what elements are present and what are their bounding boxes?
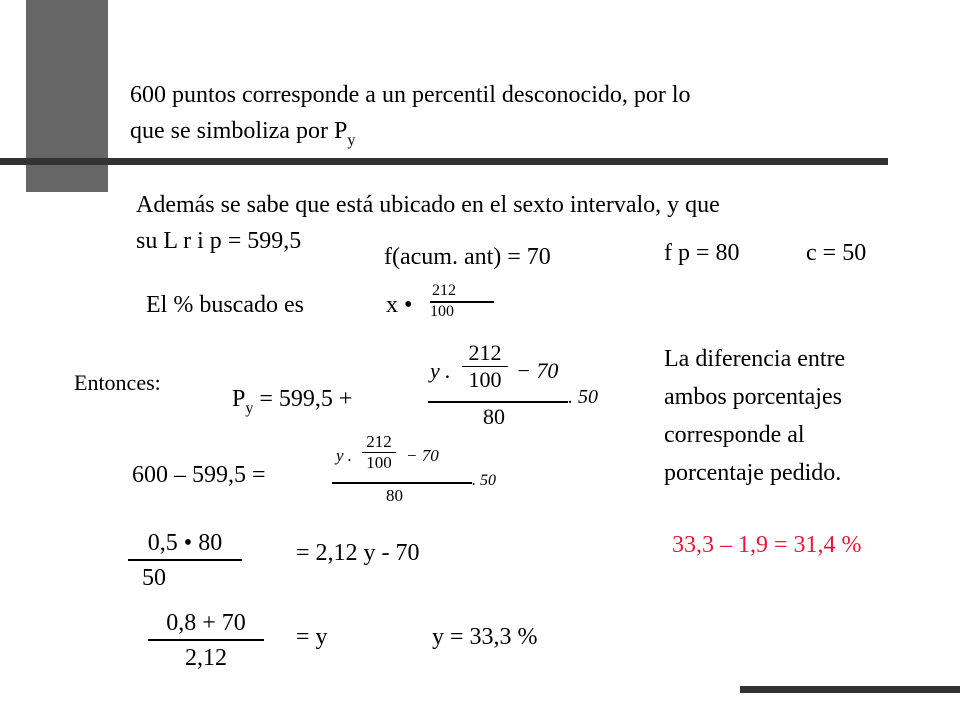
eq1-main-bar (428, 401, 568, 403)
eq1-p: P (232, 386, 246, 412)
eq2-main-bar (332, 482, 472, 484)
eq4-num: 0,8 + 70 (166, 610, 246, 636)
intro-line-2-text: que se simboliza por P (130, 118, 348, 144)
eq1-rhs: = 599,5 + (253, 386, 353, 412)
percent-fraction-den: 100 (430, 302, 454, 320)
eq2-lhs: 600 – 599,5 = (132, 462, 266, 488)
eq1-minus-70: − 70 (516, 358, 559, 383)
eq1-y-dot: y . (430, 358, 451, 383)
eq2-y-dot: y . (336, 446, 353, 465)
eq4-rhs: = y (296, 624, 328, 650)
eq2-minus-70: − 70 (406, 446, 439, 465)
note-line-1: La diferencia entre (664, 346, 846, 372)
eq1-subscript: y (245, 400, 254, 417)
eq3-rhs: = 2,12 y - 70 (296, 540, 420, 566)
percent-fraction-num: 212 (432, 282, 456, 299)
intro-subscript: y (347, 132, 356, 149)
info-facum: f(acum. ant) = 70 (384, 244, 551, 270)
eq1-inner-den: 100 (468, 367, 502, 392)
entonces-label: Entonces: (74, 370, 161, 395)
info-line-1: Además se sabe que está ubicado en el sexto intervalo, y que (136, 192, 720, 218)
eq1-den: 80 (483, 404, 505, 429)
note-line-2: ambos porcentajes (664, 384, 842, 410)
eq3-bar (128, 559, 242, 561)
info-line-2: su L r i p = 599,5 (136, 228, 302, 254)
percent-x: x • (386, 292, 413, 318)
eq2-tail: . 50 (472, 472, 496, 489)
info-c: c = 50 (806, 240, 867, 266)
intro-line-2 (130, 118, 356, 149)
eq4-fraction (148, 610, 264, 672)
percent-label: El % buscado es (146, 292, 304, 318)
note-line-3: corresponde al (664, 422, 805, 448)
eq4-den: 2,12 (185, 644, 227, 671)
eq2-inner-den: 100 (366, 453, 392, 472)
eq3-fraction (128, 530, 242, 592)
note-line-4: porcentaje pedido. (664, 460, 842, 486)
eq3-num: 0,5 • 80 (147, 530, 223, 556)
eq1-lhs (232, 386, 353, 417)
eq4-result: y = 33,3 % (432, 624, 538, 650)
eq2-inner-num: 212 (366, 432, 392, 451)
final-answer: 33,3 – 1,9 = 31,4 % (672, 532, 862, 558)
eq2-inner-fraction (362, 432, 396, 473)
eq2-den: 80 (386, 486, 403, 505)
info-fp: f p = 80 (664, 240, 740, 266)
eq1-inner-num: 212 (468, 340, 502, 365)
eq3-den: 50 (142, 564, 166, 591)
intro-line-1: 600 puntos corresponde a un percentil desconocido, por lo (130, 82, 691, 108)
eq1-tail: . 50 (568, 386, 598, 408)
decorative-bar-top (0, 158, 888, 165)
eq1-inner-fraction (462, 340, 508, 393)
percent-fraction (430, 282, 494, 321)
eq4-bar (148, 639, 264, 641)
decorative-bar-bottom (740, 686, 960, 693)
